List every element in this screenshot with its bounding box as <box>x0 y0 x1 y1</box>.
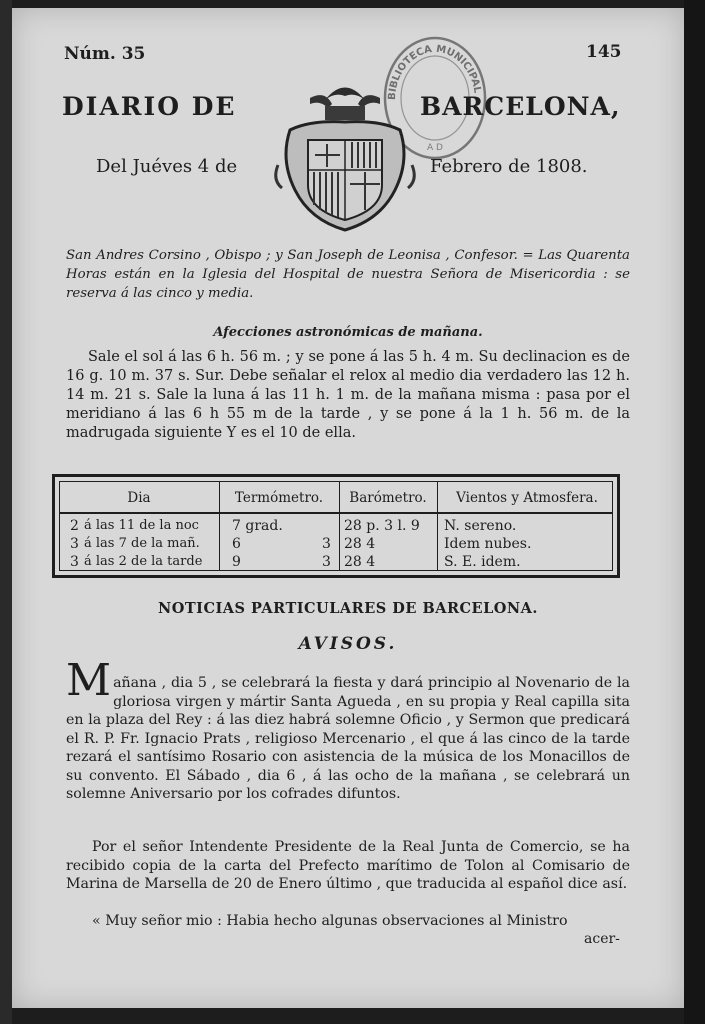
astronomy-paragraph: Sale el sol á las 6 h. 56 m. ; y se pone á las 5 h. 4 m. Su declinacion es de 16 g. 10 m. 37 s. Sur. Debe señalar el relox al medio dia verdadero las 12 h. 14 m. 21 s. Sale la luna á las 11 h. 1 m. de la mañana misma : pasa por el meridiano á las 6 h 55 m de la tarde , y se pone á la 1 h. 56 m. de la madrugada siguiente Y es el 10 de ella. <box>66 349 630 441</box>
notice-santa-agueda <box>66 655 630 804</box>
row1-daynum: 2 <box>70 518 79 534</box>
issue-date-right: Febrero de 1808. <box>430 156 588 177</box>
row3-daynum: 3 <box>70 554 79 570</box>
row2-therm-frac: 3 <box>322 536 331 552</box>
avisos-heading: AVISOS. <box>298 634 398 654</box>
weather-table <box>52 474 620 578</box>
row2-therm: 6 <box>232 536 241 552</box>
row2-daynum: 3 <box>70 536 79 552</box>
notice-junta-comercio: Por el señor Intendente Presidente de la Real Junta de Comercio, se ha recibido copia de la carta del Prefecto marítimo de Tolon al Comisario de Marina de Marsella de 20 de Enero último , que traducida al español dice así. <box>66 839 630 892</box>
stamp-text: BIBLIOTECA MUNICIPAL <box>386 43 483 101</box>
stamp-lower-text: A D <box>427 143 443 153</box>
astronomy-heading: Afecciones astronómicas de mañana. <box>213 325 483 340</box>
row1-wind: N. sereno. <box>444 518 517 534</box>
page-number: 145 <box>586 42 622 62</box>
header-termometro: Termómetro. <box>234 490 324 506</box>
row2-baro: 28 4 <box>344 536 376 552</box>
row2-day: á las 7 de la mañ. <box>84 536 200 551</box>
header-barometro: Barómetro. <box>349 490 427 506</box>
header-dia: Dia <box>127 490 151 506</box>
row3-therm-frac: 3 <box>322 554 331 570</box>
row2-wind: Idem nubes. <box>444 536 532 552</box>
issue-number: Núm. 35 <box>64 44 146 64</box>
binding-gutter <box>0 0 12 1024</box>
barcelona-coat-of-arms <box>270 70 420 235</box>
masthead-title-left: DIARIO DE <box>62 92 237 121</box>
row3-therm: 9 <box>232 554 241 570</box>
saints-of-the-day: San Andres Corsino , Obispo ; y San Joseph de Leonisa , Confesor. = Las Quarenta Horas están en la Iglesia del Hospital de nuestra Señora de Misericordia : se reserva á las cinco y media. <box>66 248 630 301</box>
masthead-title-right: BARCELONA, <box>420 92 621 121</box>
row1-day: á las 11 de la noc <box>84 518 199 533</box>
row1-baro: 28 p. 3 l. 9 <box>344 518 420 534</box>
issue-date-left: Del Juéves 4 de <box>96 156 238 177</box>
row3-day: á las 2 de la tarde <box>84 554 203 569</box>
notice-santa-agueda-text: añana , dia 5 , se celebrará la fiesta y dará principio al Novenario de la gloriosa virgen y mártir Santa Agueda , en su propia y Real capilla sita en la plaza del Rey : á las diez habrá solemne Oficio , y Sermon que predicará el R. P. Fr. Ignacio Prats , religioso Mercenario , el que á las cinco de la tarde rezará el santísimo Rosario con asistencia de la música de los Monacillos de su convento. El Sábado , dia 6 , á las ocho de la mañana , se celebrará un solemne Aniversario por los cofrades difuntos. <box>66 675 630 802</box>
row3-wind: S. E. idem. <box>444 554 521 570</box>
page-edge-shadow <box>684 0 705 1024</box>
header-vientos: Vientos y Atmosfera. <box>456 490 598 506</box>
letter-opening: « Muy señor mio : Habia hecho algunas observaciones al Ministro <box>92 913 568 929</box>
row3-baro: 28 4 <box>344 554 376 570</box>
section-title: NOTICIAS PARTICULARES DE BARCELONA. <box>158 600 538 617</box>
catchword: acer- <box>584 931 620 947</box>
drop-cap: M <box>66 655 112 706</box>
row1-therm: 7 grad. <box>232 518 283 534</box>
